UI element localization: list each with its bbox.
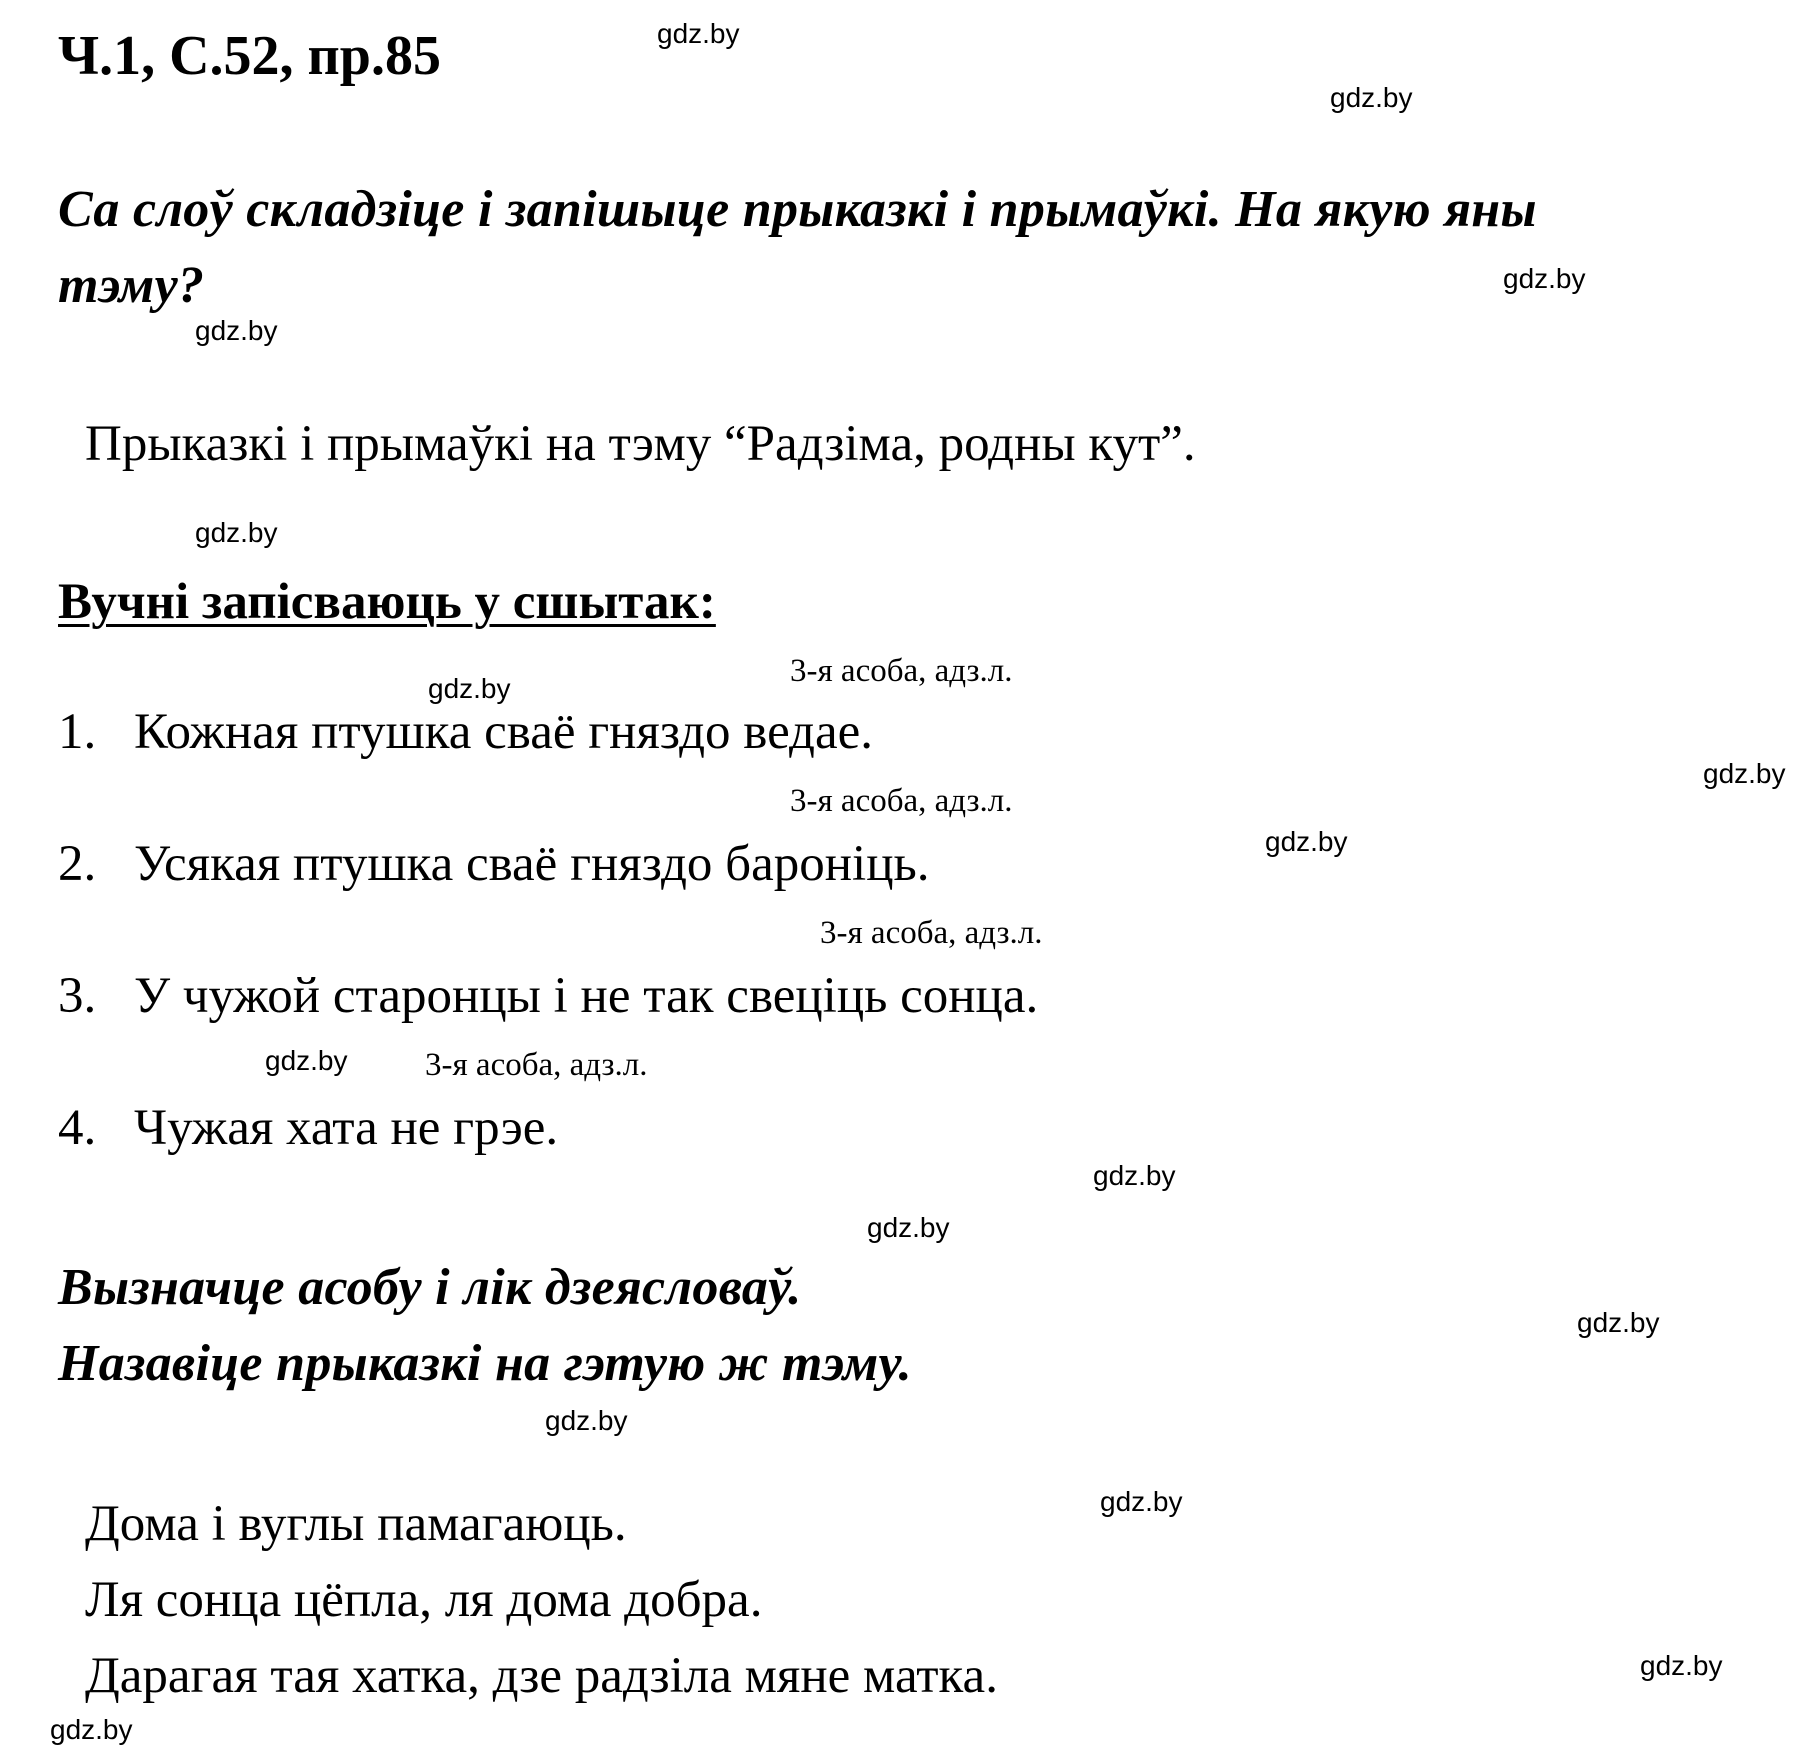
watermark: gdz.by	[1100, 1486, 1183, 1517]
watermark: gdz.by	[1640, 1650, 1723, 1681]
watermark: gdz.by	[1265, 826, 1348, 857]
page-title: Ч.1, С.52, пр.85	[58, 25, 441, 87]
watermark: gdz.by	[545, 1405, 628, 1436]
notebook-heading: Вучні запісваюць у сшытак:	[58, 574, 716, 630]
proverb-note: 3-я асоба, адз.л.	[820, 915, 1043, 951]
watermark: gdz.by	[195, 315, 278, 346]
watermark: gdz.by	[657, 18, 740, 49]
proverb-note: 3-я асоба, адз.л.	[425, 1047, 648, 1083]
watermark: gdz.by	[265, 1045, 348, 1076]
proverb-note: 3-я асоба, адз.л.	[790, 653, 1013, 689]
watermark: gdz.by	[1703, 758, 1786, 789]
task2-line-2: Назавіце прыказкі на гэтую ж тэму.	[58, 1335, 912, 1392]
watermark: gdz.by	[195, 517, 278, 548]
proverb-number: 1.	[58, 704, 97, 760]
proverb-text: Усякая птушка сваё гняздо бароніць.	[134, 836, 930, 892]
proverb-text: У чужой старонцы і не так свеціць сонца.	[134, 968, 1039, 1024]
proverb-text: Кожная птушка сваё гняздо ведае.	[134, 704, 874, 760]
watermark: gdz.by	[867, 1212, 950, 1243]
task2-line-1: Вызначце асобу і лік дзеясловаў.	[58, 1259, 802, 1316]
task-text-line-1: Са слоў складзіце і запішыце прыказкі і прымаўкі. На якую яны	[58, 181, 1537, 238]
proverb-text: Чужая хата не грэе.	[134, 1100, 559, 1156]
proverb-number: 4.	[58, 1100, 97, 1156]
watermark: gdz.by	[1093, 1160, 1176, 1191]
watermark: gdz.by	[1503, 263, 1586, 294]
watermark: gdz.by	[1577, 1307, 1660, 1338]
extra-proverb: Дарагая тая хатка, дзе радзіла мяне матка.	[85, 1648, 998, 1704]
extra-proverb: Дома і вуглы памагаюць.	[85, 1496, 627, 1552]
proverb-note: 3-я асоба, адз.л.	[790, 783, 1013, 819]
proverb-number: 3.	[58, 968, 97, 1024]
watermark: gdz.by	[50, 1714, 133, 1745]
extra-proverb: Ля сонца цёпла, ля дома добра.	[85, 1572, 763, 1628]
task-text-line-2: тэму?	[58, 257, 205, 314]
proverb-number: 2.	[58, 836, 97, 892]
watermark: gdz.by	[1330, 82, 1413, 113]
watermark: gdz.by	[428, 673, 511, 704]
answer-intro: Прыказкі і прымаўкі на тэму “Радзіма, родны кут”.	[85, 416, 1196, 472]
